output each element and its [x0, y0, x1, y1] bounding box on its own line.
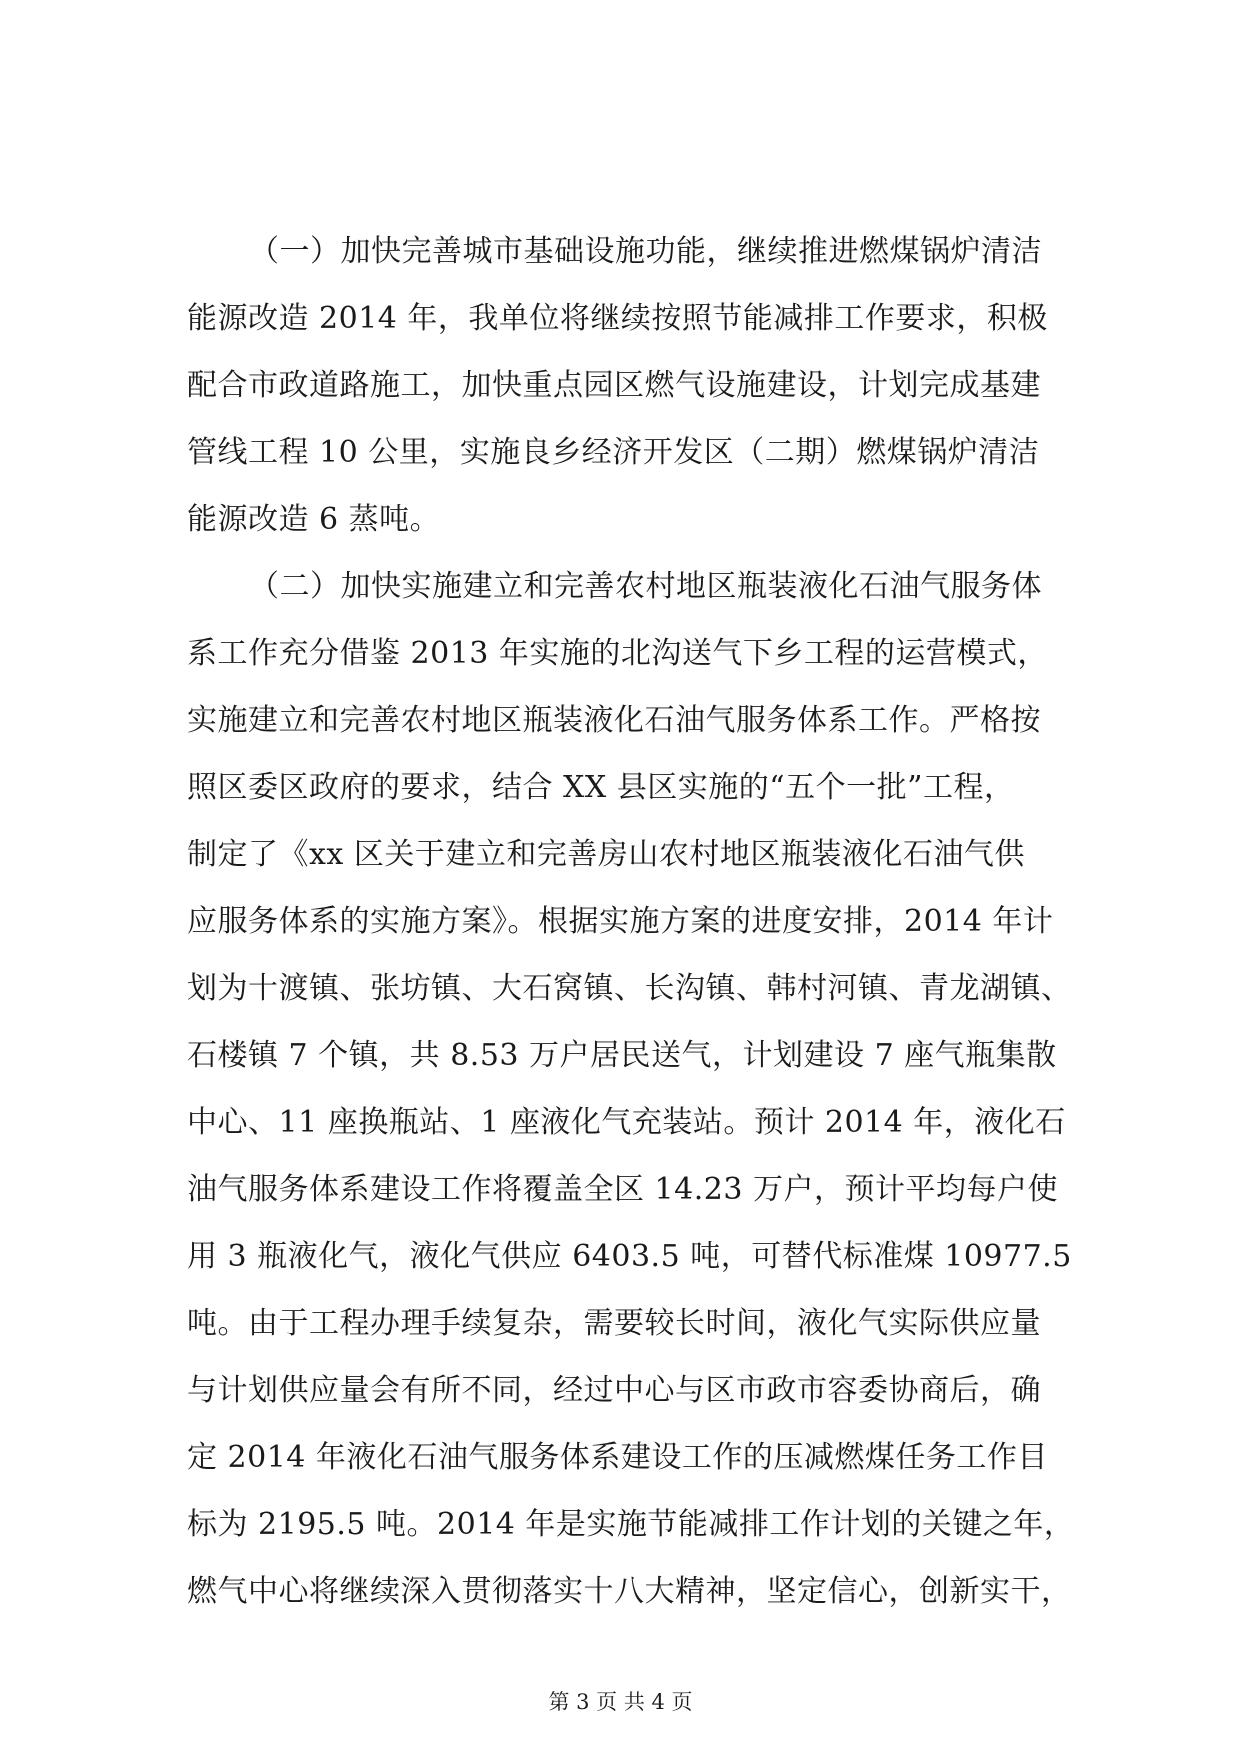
text-line: 定 2014 年液化石油气服务体系建设工作的压减燃煤任务工作目: [187, 1440, 1048, 1475]
text-line: 用 3 瓶液化气，液化气供应 6403.5 吨，可替代标准煤 10977.5: [187, 1239, 1072, 1274]
text-line: 与计划供应量会有所不同，经过中心与区市政市容委协商后，确: [187, 1373, 1041, 1408]
text-line: 划为十渡镇、张坊镇、大石窝镇、长沟镇、韩村河镇、青龙湖镇、: [187, 971, 1072, 1006]
text-line: （二）加快实施建立和完善农村地区瓶装液化石油气服务体: [249, 569, 1042, 604]
text-line: 能源改造 2014 年，我单位将继续按照节能减排工作要求，积极: [187, 301, 1048, 336]
text-line: 照区委区政府的要求，结合 XX 县区实施的“五个一批”工程，: [187, 770, 1015, 805]
text-line: 石楼镇 7 个镇，共 8.53 万户居民送气，计划建设 7 座气瓶集散: [187, 1038, 1057, 1073]
text-line: 实施建立和完善农村地区瓶装液化石油气服务体系工作。严格按: [187, 703, 1041, 738]
page-number-footer: 第 3 页 共 4 页: [548, 1690, 693, 1714]
text-line: 吨。由于工程办理手续复杂，需要较长时间，液化气实际供应量: [187, 1306, 1041, 1341]
text-line: 配合市政道路施工，加快重点园区燃气设施建设，计划完成基建: [187, 368, 1041, 403]
text-line: 燃气中心将继续深入贯彻落实十八大精神，坚定信心，创新实干，: [187, 1574, 1072, 1609]
text-line: 能源改造 6 蒸吨。: [187, 502, 441, 537]
text-line: 制定了《xx 区关于建立和完善房山农村地区瓶装液化石油气供: [187, 837, 1025, 872]
text-line: 油气服务体系建设工作将覆盖全区 14.23 万户，预计平均每户使: [187, 1172, 1058, 1207]
text-line: 管线工程 10 公里，实施良乡经济开发区（二期）燃煤锅炉清洁: [187, 435, 1040, 470]
text-line: 系工作充分借鉴 2013 年实施的北沟送气下乡工程的运营模式，: [187, 636, 1048, 671]
text-line: 中心、11 座换瓶站、1 座液化气充装站。预计 2014 年，液化石: [187, 1105, 1066, 1140]
text-line: （一）加快完善城市基础设施功能，继续推进燃煤锅炉清洁: [249, 234, 1042, 269]
text-line: 应服务体系的实施方案》。根据实施方案的进度安排，2014 年计: [187, 904, 1054, 939]
text-line: 标为 2195.5 吨。2014 年是实施节能减排工作计划的关键之年，: [187, 1507, 1075, 1542]
